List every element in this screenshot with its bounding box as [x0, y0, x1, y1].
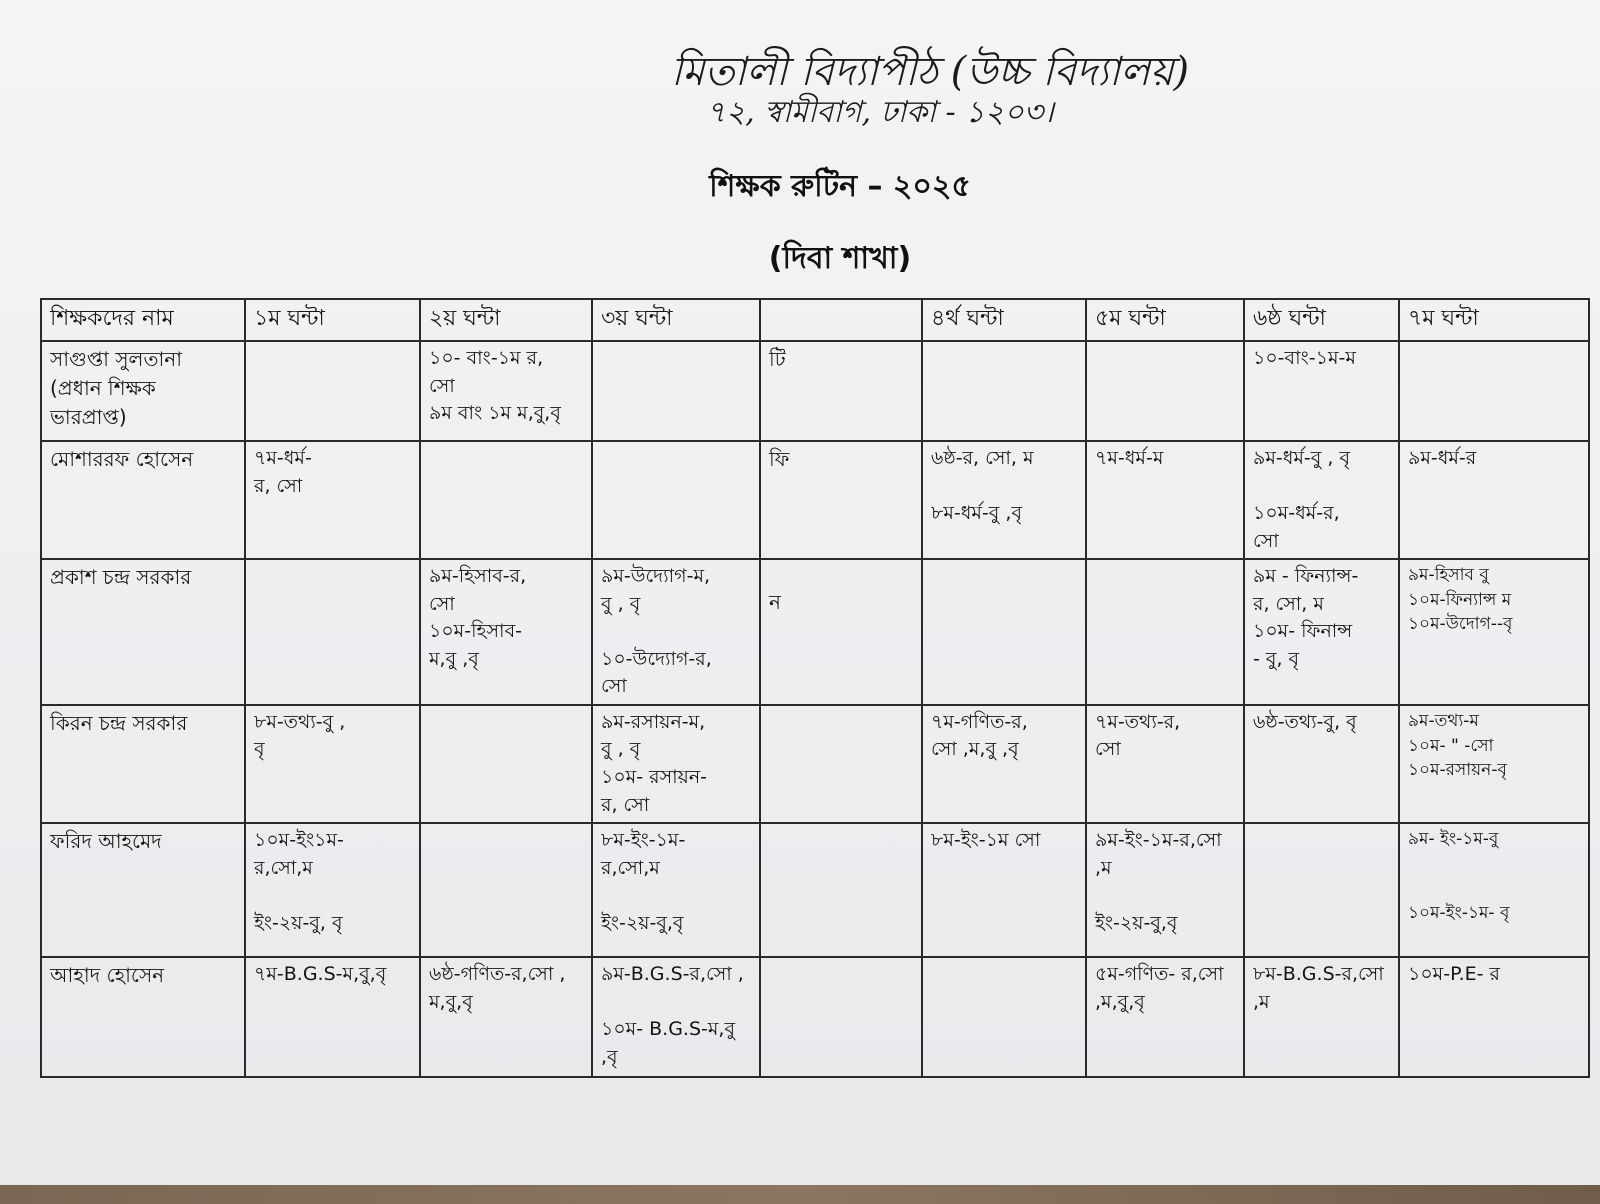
period-3-cell: ৯ম-B.G.S-র,সো , ১০ম- B.G.S-ম,বু ,বৃ — [592, 957, 760, 1077]
period-3-cell — [592, 341, 760, 441]
teacher-name: ফরিদ আহমেদ — [41, 823, 245, 957]
break-cell: ফি — [760, 441, 922, 559]
document-title: শিক্ষক রুটিন – ২০২৫ — [709, 169, 971, 204]
teacher-name: কিরন চন্দ্র সরকার — [41, 705, 245, 823]
period-3-cell: ৮ম-ইং-১ম- র,সো,ম ইং-২য়-বু,বৃ — [592, 823, 760, 957]
break-cell: টি — [760, 341, 922, 441]
period-2-cell: ৯ম-হিসাব-র, সো ১০ম-হিসাব- ম,বু ,বৃ — [420, 559, 592, 705]
period-2-cell — [420, 705, 592, 823]
table-row — [41, 823, 1589, 957]
school-address: ৭২, স্বামীবাগ, ঢাকা - ১২০৩। — [706, 95, 1054, 130]
period-5-cell — [1086, 341, 1244, 441]
teacher-routine-table — [40, 298, 1590, 1078]
period-1-cell: ৮ম-তথ্য-বু , বৃ — [245, 705, 420, 823]
period-5-cell: ৭ম-তথ্য-র, সো — [1086, 705, 1244, 823]
teacher-name: প্রকাশ চন্দ্র সরকার — [41, 559, 245, 705]
period-1-cell — [245, 559, 420, 705]
period-7-cell: ৯ম-তথ্য-ম ১০ম- " -সো ১০ম-রসায়ন-বৃ — [1399, 705, 1589, 823]
table-row — [41, 441, 1589, 559]
period-7-cell: ৯ম-হিসাব বু ১০ম-ফিন্যান্স ম ১০ম-উদোগ--বৃ — [1399, 559, 1589, 705]
period-5-cell: ৭ম-ধর্ম-ম — [1086, 441, 1244, 559]
period-6-cell: ৯ম - ফিন্যান্স- র, সো, ম ১০ম- ফিনান্স - বু, বৃ — [1244, 559, 1399, 705]
period-1-cell — [245, 341, 420, 441]
period-5-cell: ৯ম-ইং-১ম-র,সো ,ম ইং-২য়-বু,বৃ — [1086, 823, 1244, 957]
period-3-cell: ৯ম-উদ্যোগ-ম, বু , বৃ ১০-উদ্যোগ-র, সো — [592, 559, 760, 705]
period-4-cell: ৬ষ্ঠ-র, সো, ম ৮ম-ধর্ম-বু ,বৃ — [922, 441, 1086, 559]
period-4-cell — [922, 341, 1086, 441]
table-row — [41, 705, 1589, 823]
period-1-cell: ১০ম-ইং১ম- র,সো,ম ইং-২য়-বু, বৃ — [245, 823, 420, 957]
period-2-cell: ১০- বাং-১ম র, সো ৯ম বাং ১ম ম,বু,বৃ — [420, 341, 592, 441]
column-header-period-1: ১ম ঘন্টা — [245, 299, 420, 341]
period-6-cell: ৮ম-B.G.S-র,সো ,ম — [1244, 957, 1399, 1077]
period-1-cell: ৭ম-ধর্ম- র, সো — [245, 441, 420, 559]
break-cell: ন — [760, 559, 922, 705]
period-4-cell — [922, 559, 1086, 705]
school-name: মিতালী বিদ্যাপীঠ (উচ্চ বিদ্যালয়) — [670, 49, 1190, 95]
period-6-cell — [1244, 823, 1399, 957]
period-7-cell: ৯ম- ইং-১ম-বু ১০ম-ইং-১ম- বৃ — [1399, 823, 1589, 957]
period-5-cell: ৫ম-গণিত- র,সো ,ম,বু,বৃ — [1086, 957, 1244, 1077]
period-7-cell: ১০ম-P.E- র — [1399, 957, 1589, 1077]
period-1-cell: ৭ম-B.G.S-ম,বু,বৃ — [245, 957, 420, 1077]
break-cell — [760, 823, 922, 957]
period-6-cell: ১০-বাং-১ম-ম — [1244, 341, 1399, 441]
shift-label: (দিবা শাখা) — [768, 241, 912, 276]
period-2-cell — [420, 823, 592, 957]
floor-background — [0, 1185, 1600, 1204]
column-header-period-4: ৪র্থ ঘন্টা — [922, 299, 1086, 341]
break-cell — [760, 957, 922, 1077]
column-header-period-7: ৭ম ঘন্টা — [1399, 299, 1589, 341]
table-row — [41, 341, 1589, 441]
table-row — [41, 559, 1589, 705]
period-4-cell — [922, 957, 1086, 1077]
column-header-break — [760, 299, 922, 341]
period-6-cell: ৯ম-ধর্ম-বু , বৃ ১০ম-ধর্ম-র, সো — [1244, 441, 1399, 559]
period-3-cell: ৯ম-রসায়ন-ম, বু , বৃ ১০ম- রসায়ন- র, সো — [592, 705, 760, 823]
break-cell — [760, 705, 922, 823]
period-7-cell — [1399, 341, 1589, 441]
period-3-cell — [592, 441, 760, 559]
column-header-period-2: ২য় ঘন্টা — [420, 299, 592, 341]
teacher-name: সাগুপ্তা সুলতানা (প্রধান শিক্ষক ভারপ্রাপ্ত) — [41, 341, 245, 441]
table-row — [41, 957, 1589, 1077]
period-2-cell — [420, 441, 592, 559]
teacher-name: আহাদ হোসেন — [41, 957, 245, 1077]
period-4-cell: ৭ম-গণিত-র, সো ,ম,বু ,বৃ — [922, 705, 1086, 823]
column-header-period-6: ৬ষ্ঠ ঘন্টা — [1244, 299, 1399, 341]
period-7-cell: ৯ম-ধর্ম-র — [1399, 441, 1589, 559]
period-5-cell — [1086, 559, 1244, 705]
teacher-name: মোশাররফ হোসেন — [41, 441, 245, 559]
column-header-period-5: ৫ম ঘন্টা — [1086, 299, 1244, 341]
column-header-teacher-name: শিক্ষকদের নাম — [41, 299, 245, 341]
period-4-cell: ৮ম-ইং-১ম সো — [922, 823, 1086, 957]
header-row — [41, 299, 1589, 341]
period-6-cell: ৬ষ্ঠ-তথ্য-বু, বৃ — [1244, 705, 1399, 823]
period-2-cell: ৬ষ্ঠ-গণিত-র,সো , ম,বু,বৃ — [420, 957, 592, 1077]
column-header-period-3: ৩য় ঘন্টা — [592, 299, 760, 341]
